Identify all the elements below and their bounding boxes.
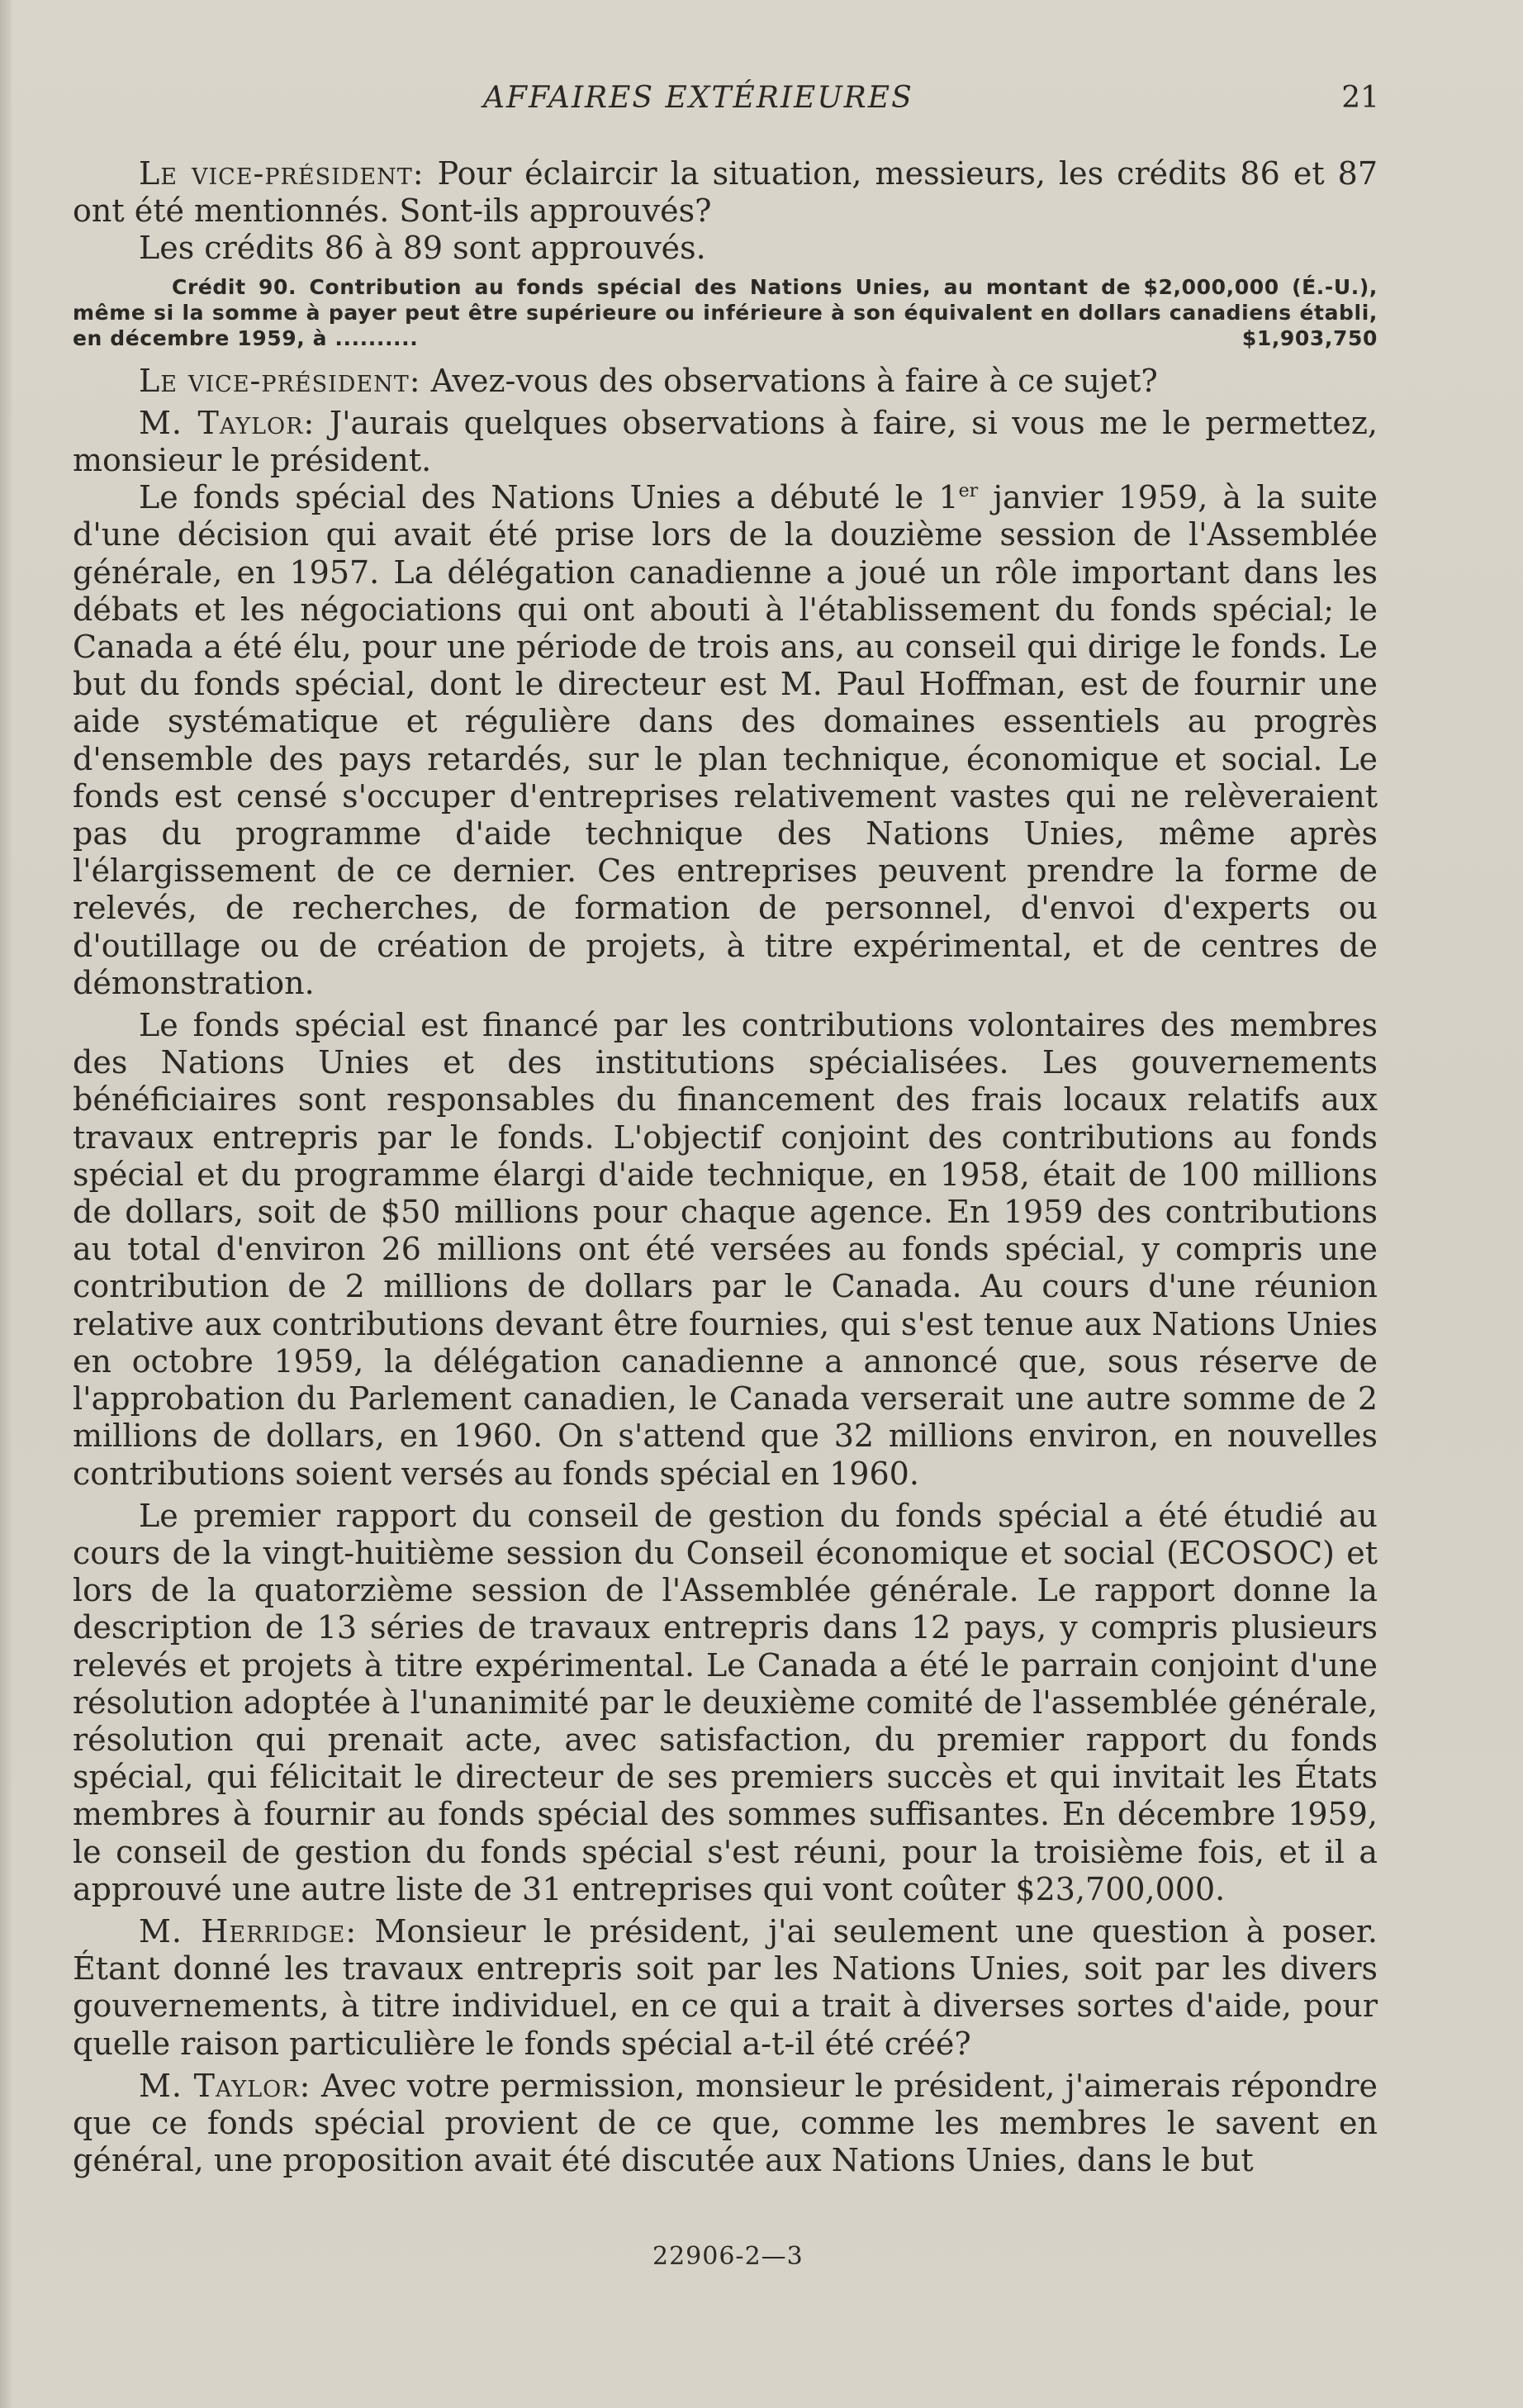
page-spine-shadow	[0, 0, 12, 2408]
credit-item	[73, 274, 1378, 351]
paragraph-text: Pour éclaircir la situation, messieurs, les crédits 86 et 87 ont été mentionnés. Sont-ils approuvés?	[73, 155, 1378, 230]
paragraph-taylor-2	[73, 2068, 1378, 2180]
credit-amount: $1,903,750	[1241, 325, 1378, 350]
paragraph-first-report	[73, 1498, 1378, 1908]
paragraph-taylor-1	[73, 405, 1378, 479]
paragraph-text: Les crédits 86 à 89 sont approuvés.	[139, 230, 706, 267]
ordinal-superscript: er	[958, 481, 979, 502]
printer-signature: 22906-2—3	[652, 2242, 804, 2271]
speaker-name: Le vice-président:	[139, 155, 425, 192]
speaker-name: M. Taylor:	[139, 404, 316, 441]
paragraph-fonds-special-history	[73, 479, 1378, 1002]
page-header	[74, 81, 1379, 131]
paragraph-text: Le fonds spécial des Nations Unies a débuté le 1	[139, 479, 959, 516]
credit-text: Crédit 90. Contribution au fonds spécial des Nations Unies, au montant de $2,000,000 (É.-U.), même si la somme à payer peut être supérieure ou inférieure à son équivalent en dollars canadiens établi, en décembre 1959, à ..........	[73, 274, 1378, 350]
paragraph-text: Le fonds spécial est financé par les contributions volontaires des membres des Nations Unies et des institutions spécialisées. Les gouvernements bénéficiaires sont responsables du financement des frais locaux relatifs aux travaux entrepris par le fonds. L'objectif conjoint des contributions au fonds spécial et du programme élargi d'aide technique, en 1958, était de 100 millions de dollars, soit de $50 millions pour chaque agence. En 1959 des contributions au total d'environ 26 millions ont été versées au fonds spécial, y compris une contribution de 2 millions de dollars par le Canada. Au cours d'une réunion relative aux contributions devant être fournies, qui s'est tenue aux Nations Unies en octobre 1959, la délégation canadienne a annoncé que, sous réserve de l'approbation du Parlement canadien, le Canada verserait une autre somme de 2 millions de dollars, en 1960. On s'attend que 32 millions environ, en nouvelles contributions soient versés au fonds spécial en 1960.	[73, 1007, 1378, 1492]
paragraph-credits-approved	[73, 230, 1378, 267]
paragraph-vice-president-2	[73, 363, 1378, 400]
body-text	[73, 155, 1378, 2179]
speaker-name: M. Taylor:	[139, 2067, 311, 2104]
running-head: AFFAIRES EXTÉRIEURES	[483, 81, 913, 115]
paragraph-fonds-special-financing	[73, 1007, 1378, 1493]
paragraph-text: janvier 1959, à la suite d'une décision qui avait été prise lors de la douzième session de l'Assemblée générale, en 1957. La délégation canadienne a joué un rôle important dans les débats et les négociations qui ont abouti à l'établissement du fonds spécial; le Canada a été élu, pour une période de trois ans, au conseil qui dirige le fonds. Le but du fonds spécial, dont le directeur est M. Paul Hoffman, est de fournir une aide systématique et régulière dans des domaines essentiels au progrès d'ensemble des pays retardés, sur le plan technique, économique et social. Le fonds est censé s'occuper d'entreprises relativement vastes qui ne relèveraient pas du programme d'aide technique des Nations Unies, même après l'élargissement de ce dernier. Ces entreprises peuvent prendre la forme de relevés, de recherches, de formation de personnel, d'envoi d'experts ou d'outillage ou de création de projets, à titre expérimental, et de centres de démonstration.	[73, 479, 1378, 1001]
paragraph-text: Le premier rapport du conseil de gestion du fonds spécial a été étudié au cours de la vingt-huitième session du Conseil économique et social (ECOSOC) et lors de la quatorzième session de l'Assemblée générale. Le rapport donne la description de 13 séries de travaux entrepris dans 12 pays, y compris plusieurs relevés et projets à titre expérimental. Le Canada a été le parrain conjoint d'une résolution adoptée à l'unanimité par le deuxième comité de l'assemblée générale, résolution qui prenait acte, avec satisfaction, du premier rapport du fonds spécial, qui félicitait le directeur de ses premiers succès et qui invitait les États membres à fournir au fonds spécial des sommes suffisantes. En décembre 1959, le conseil de gestion du fonds spécial s'est réuni, pour la troisième fois, et il a approuvé une autre liste de 31 entreprises qui vont coûter $23,700,000.	[73, 1497, 1378, 1907]
paragraph-herridge	[73, 1913, 1378, 2063]
speaker-name: M. Herridge:	[139, 1912, 358, 1950]
paragraph-text: J'aurais quelques observations à faire, si vous me le permettez, monsieur le président.	[73, 404, 1378, 479]
paragraph-vice-president-1	[73, 155, 1378, 230]
page-number: 21	[1341, 81, 1379, 115]
paragraph-text: Monsieur le président, j'ai seulement une question à poser. Étant donné les travaux entrepris soit par les Nations Unies, soit par les divers gouvernements, à titre individuel, en ce qui a trait à diverses sortes d'aide, pour quelle raison particulière le fonds spécial a-t-il été créé?	[73, 1912, 1378, 2062]
speaker-name: Le vice-président:	[139, 362, 421, 399]
paragraph-text: Avec votre permission, monsieur le président, j'aimerais répondre que ce fonds spécial provient de ce que, comme les membres le savent en général, une proposition avait été discutée aux Nations Unies, dans le but	[73, 2067, 1378, 2179]
paragraph-text: Avez-vous des observations à faire à ce sujet?	[420, 362, 1158, 399]
